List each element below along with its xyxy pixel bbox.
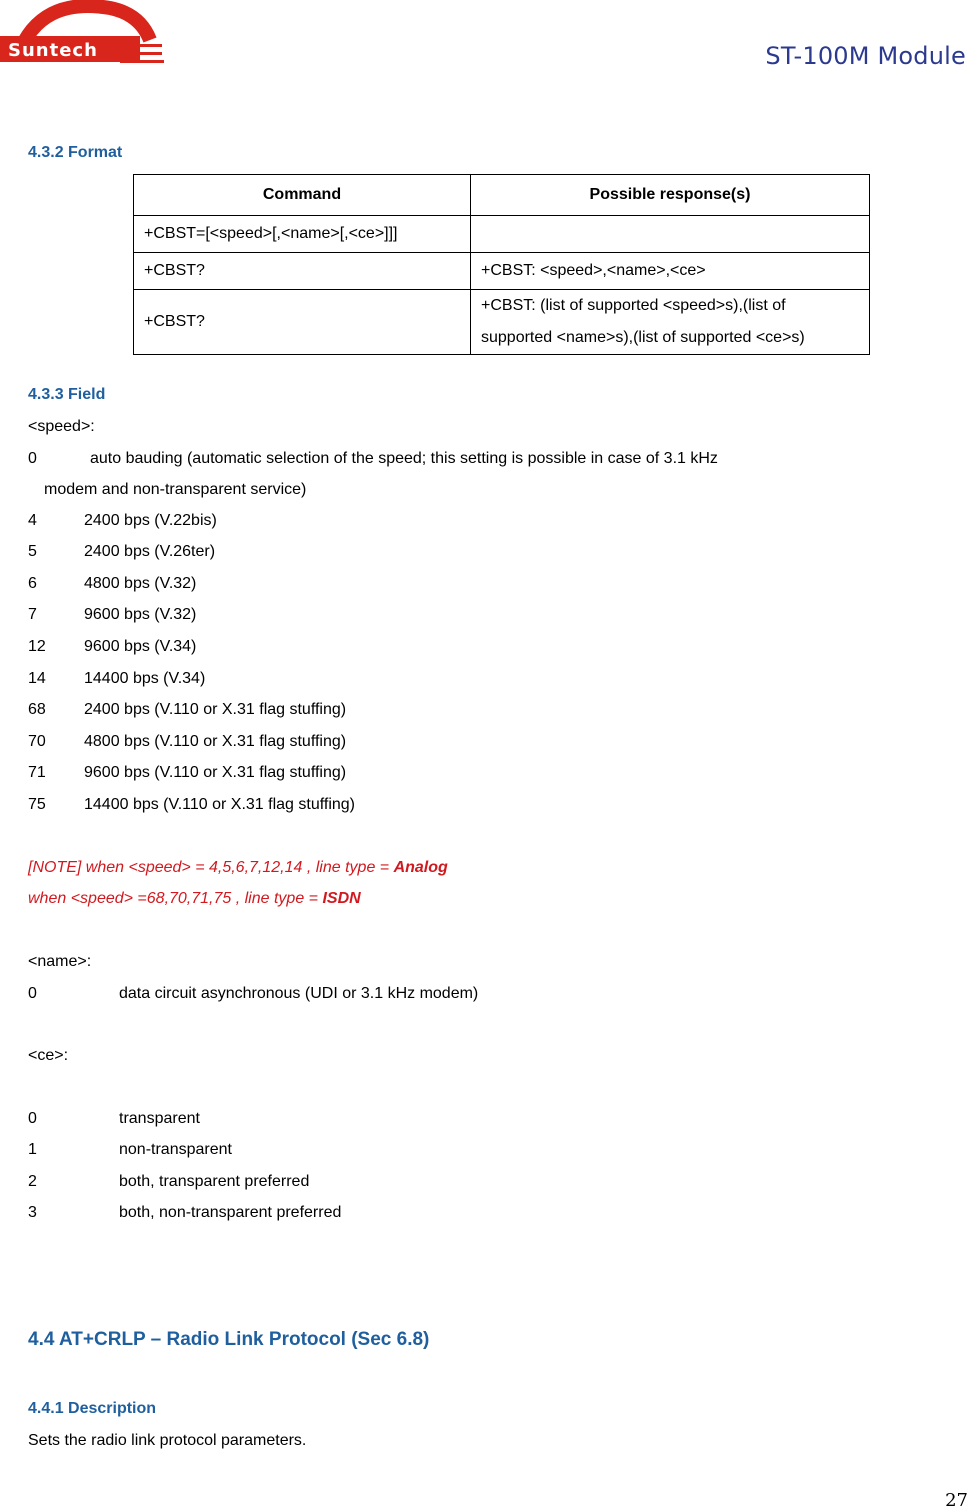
item-description: 9600 bps (V.34)	[84, 638, 197, 655]
list-item	[28, 1173, 309, 1191]
item-number: 6	[28, 575, 37, 592]
format-heading: 4.3.2 Format	[28, 144, 123, 161]
item-number: 0	[28, 450, 37, 467]
page-number: 27	[945, 1490, 968, 1511]
list-item	[28, 512, 217, 530]
list-item	[28, 985, 478, 1003]
field-heading: 4.3.3 Field	[28, 386, 106, 403]
section-heading: 4.4 AT+CRLP – Radio Link Protocol (Sec 6.8)	[28, 1329, 430, 1350]
command-cell: +CBST?	[134, 290, 471, 355]
note-text: when <speed> =68,70,71,75 , line type =	[28, 890, 323, 907]
item-description: 2400 bps (V.26ter)	[84, 543, 216, 560]
list-item	[28, 1204, 341, 1222]
item-description: data circuit asynchronous (UDI or 3.1 kHz modem)	[119, 985, 479, 1002]
note-emphasis: ISDN	[322, 890, 361, 907]
description-heading: 4.4.1 Description	[28, 1400, 157, 1417]
item-number: 0	[28, 985, 37, 1002]
list-item	[28, 733, 346, 751]
suntech-logo	[0, 0, 165, 70]
item-description: 4800 bps (V.32)	[84, 575, 197, 592]
command-cell: +CBST=[<speed>[,<name>[,<ce>]]]	[134, 216, 471, 253]
note-emphasis: Analog	[393, 859, 448, 876]
table-row	[134, 216, 870, 253]
note-analog	[28, 859, 448, 877]
item-description: 14400 bps (V.110 or X.31 flag stuffing)	[84, 796, 356, 813]
item-description: 14400 bps (V.34)	[84, 670, 206, 687]
list-item	[28, 450, 718, 468]
note-text: [NOTE] when <speed> = 4,5,6,7,12,14 , line type =	[28, 859, 394, 876]
format-table	[133, 174, 870, 355]
item-number: 12	[28, 638, 46, 655]
list-item	[28, 638, 196, 656]
item-description: 2400 bps (V.22bis)	[84, 512, 217, 529]
item-number: 4	[28, 512, 37, 529]
item-description: both, non-transparent preferred	[119, 1204, 342, 1221]
description-text: Sets the radio link protocol parameters.	[28, 1432, 307, 1449]
item-number: 14	[28, 670, 46, 687]
list-item	[28, 764, 346, 782]
list-item	[28, 543, 215, 561]
item-description: transparent	[119, 1110, 200, 1127]
item-description: 2400 bps (V.110 or X.31 flag stuffing)	[84, 701, 347, 718]
response-cell: +CBST: <speed>,<name>,<ce>	[471, 253, 870, 290]
speed-label: <speed>:	[28, 418, 95, 435]
list-item	[28, 1141, 232, 1159]
response-cell	[471, 290, 870, 355]
column-header-response: Possible response(s)	[471, 175, 870, 216]
item-description: 9600 bps (V.110 or X.31 flag stuffing)	[84, 764, 347, 781]
item-number: 3	[28, 1204, 37, 1221]
table-row	[134, 253, 870, 290]
list-item	[28, 575, 196, 593]
item-description: auto bauding (automatic selection of the speed; this setting is possible in case of 3.1 kHz	[90, 450, 718, 467]
list-item	[28, 1110, 200, 1128]
module-title: ST-100M Module	[765, 42, 966, 70]
response-cell	[471, 216, 870, 253]
list-item	[28, 796, 355, 814]
ce-label: <ce>:	[28, 1047, 69, 1064]
note-isdn	[28, 890, 361, 908]
list-item	[28, 670, 205, 688]
item-description: both, transparent preferred	[119, 1173, 310, 1190]
column-header-command: Command	[134, 175, 471, 216]
svg-text:Suntech: Suntech	[8, 40, 98, 61]
list-item	[28, 606, 196, 624]
item-number: 1	[28, 1141, 37, 1158]
response-line: supported <name>s),(list of supported <ce>s)	[481, 329, 805, 346]
item-number: 68	[28, 701, 46, 718]
response-line: +CBST: (list of supported <speed>s),(list of	[481, 297, 786, 314]
item-description: 4800 bps (V.110 or X.31 flag stuffing)	[84, 733, 347, 750]
item-number: 0	[28, 1110, 37, 1127]
item-description: non-transparent	[119, 1141, 232, 1158]
item-number: 71	[28, 764, 46, 781]
item-number: 5	[28, 543, 37, 560]
command-cell: +CBST?	[134, 253, 471, 290]
table-row	[134, 290, 870, 355]
item-description: 9600 bps (V.32)	[84, 606, 197, 623]
name-label: <name>:	[28, 953, 92, 970]
item-number: 70	[28, 733, 46, 750]
item-number: 2	[28, 1173, 37, 1190]
item-number: 75	[28, 796, 46, 813]
item-number: 7	[28, 606, 37, 623]
list-item	[28, 701, 346, 719]
item-description-continued: modem and non-transparent service)	[44, 481, 307, 498]
